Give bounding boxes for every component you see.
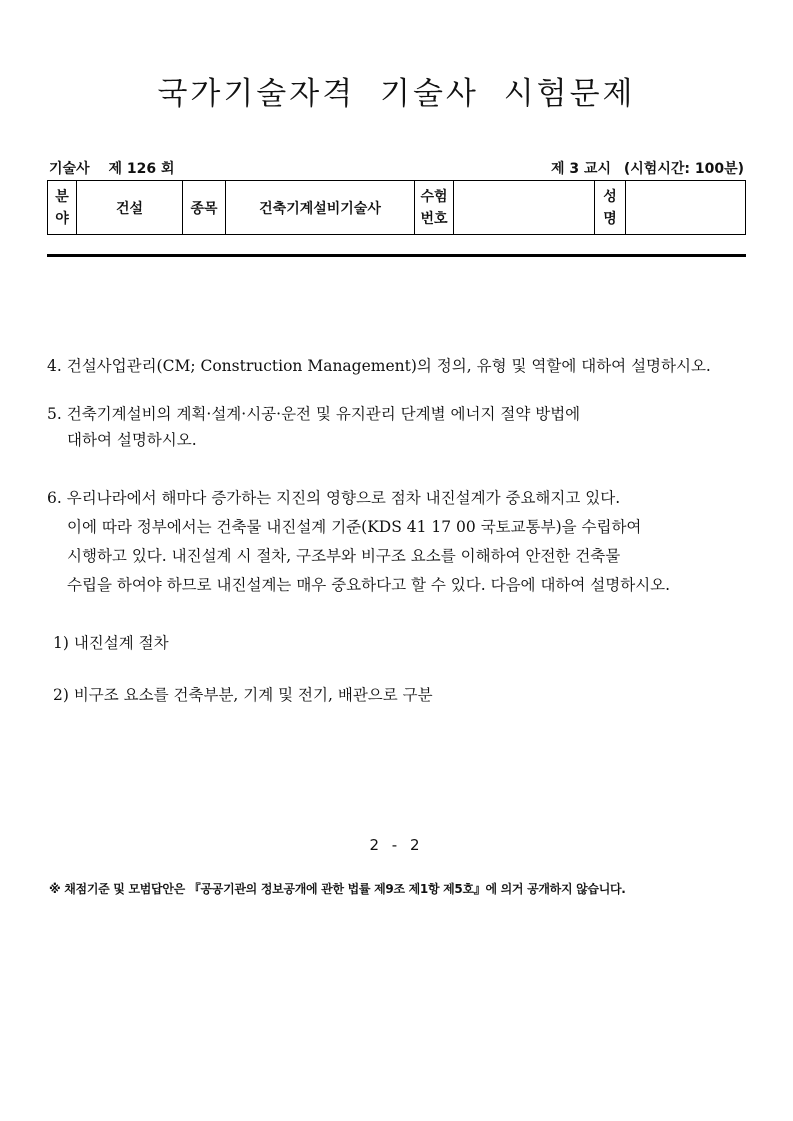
- disclosure-notice: ※ 채점기준 및 모범답안은 『공공기관의 정보공개에 관한 법률 제9조 제1항 제5호』에 의거 공개하지 않습니다.: [49, 882, 626, 896]
- question-5-line-2: 대하여 설명하시오.: [67, 431, 197, 449]
- page-number: 2 - 2: [369, 836, 424, 854]
- exam-info-table: [47, 180, 746, 235]
- question-6-line-2: 이에 따라 정부에서는 건축물 내진설계 기준(KDS 41 17 00 국토교통부)을 수립하여: [67, 518, 642, 536]
- question-6-line-1: 6. 우리나라에서 해마다 증가하는 지진의 영향으로 점차 내진설계가 중요해지고 있다.: [47, 489, 621, 507]
- exam-duration: (시험시간: 100분): [623, 161, 744, 177]
- question-4-text: 4. 건설사업관리(CM; Construction Management)의 정의, 유형 및 역할에 대하여 설명하시오.: [47, 357, 711, 375]
- title-part-1: 국가기술자격: [157, 76, 356, 112]
- type-label: 종목: [183, 181, 226, 235]
- title-part-3: 시험문제: [503, 76, 636, 112]
- title-part-2: 기술사: [380, 76, 479, 112]
- question-6-sub-2: 2) 비구조 요소를 건축부분, 기계 및 전기, 배관으로 구분: [53, 686, 433, 704]
- question-6: [47, 484, 747, 600]
- page-title: [0, 68, 793, 113]
- exam-period: 제 3 교시: [550, 161, 611, 177]
- question-6-sub-1: 1) 내진설계 절차: [53, 634, 169, 652]
- header-divider: [47, 254, 746, 257]
- question-6-line-4: 수립을 하여야 하므로 내진설계는 매우 중요하다고 할 수 있다. 다음에 대하여 설명하시오.: [67, 576, 671, 594]
- question-5-line-1: 5. 건축기계설비의 계획·설계·시공·운전 및 유지관리 단계별 에너지 절약 방법에: [47, 405, 581, 423]
- exam-period-info: [543, 158, 744, 178]
- question-4: [47, 353, 747, 379]
- question-6-line-3: 시행하고 있다. 내진설계 시 절차, 구조부와 비구조 요소를 이해하여 안전한 건축물: [67, 547, 621, 565]
- exam-session-info: [49, 158, 188, 178]
- exam-round: 제 126 회: [108, 161, 175, 177]
- exam-category: 기술사: [49, 161, 90, 177]
- type-value: 건축기계설비기술사: [226, 181, 415, 235]
- question-5: [47, 401, 747, 453]
- field-value: 건설: [77, 181, 183, 235]
- name-field[interactable]: [626, 181, 746, 235]
- field-label: 분 야: [48, 181, 77, 235]
- name-label: 성 명: [595, 181, 626, 235]
- exam-number-label: 수험 번호: [415, 181, 454, 235]
- exam-number-field[interactable]: [454, 181, 595, 235]
